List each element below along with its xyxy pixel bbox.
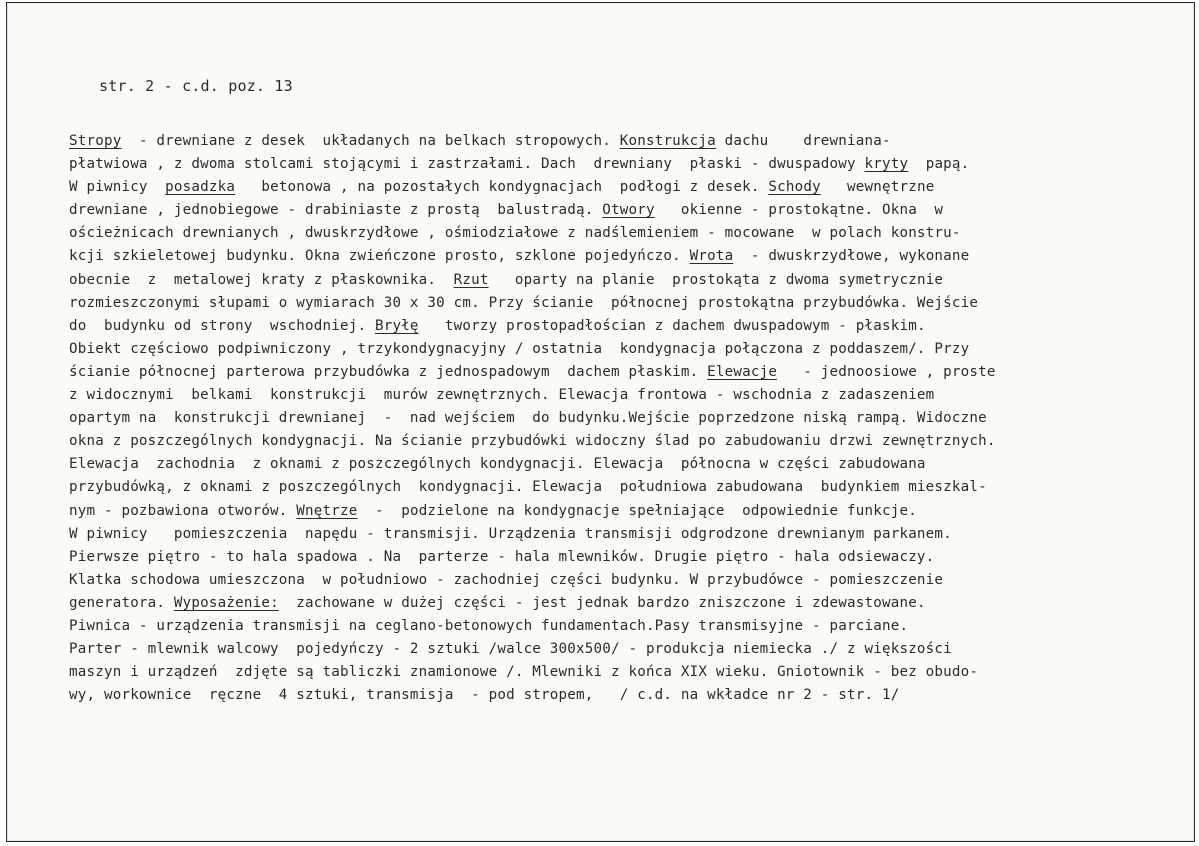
text-segment: ścianie północnej parterowa przybudówka z jednospadowym dachem płaskim. <box>69 363 708 380</box>
text-segment: maszyn i urządzeń zdjęte są tabliczki znamionowe /. Mlewniki z końca XIX wieku. Gniotownik - bez obudo- <box>69 664 979 681</box>
section-heading: kryty <box>864 156 909 173</box>
text-line <box>69 476 1189 499</box>
text-segment: Obiekt częściowo podpiwniczony , trzykondygnacyjny / ostatnia kondygnacja połączona z poddaszem/. Przy <box>69 340 970 357</box>
text-line <box>69 592 1189 615</box>
text-line <box>69 199 1189 222</box>
section-heading: posadzka <box>165 179 236 196</box>
section-heading: Rzut <box>453 271 489 288</box>
text-segment: przybudówką, z oknami z poszczególnych kondygnacji. Elewacja południowa zabudowana budynkiem mieszkal- <box>69 479 987 496</box>
text-line <box>69 500 1189 523</box>
text-line <box>69 430 1189 453</box>
text-segment: W piwnicy pomieszczenia napędu - transmisji. Urządzenia transmisji odgrodzone drewnianym parkanem. <box>69 525 952 542</box>
text-segment: ościeżnicach drewnianych , dwuskrzydłowe , ośmiodziałowe z nadślemieniem - mocowane w polach konstru- <box>69 225 961 242</box>
section-heading: Schody <box>768 179 821 196</box>
text-line <box>69 453 1189 476</box>
text-segment: kcji szkieletowej budynku. Okna zwieńczone prosto, szklone pojedyńczo. <box>69 248 690 265</box>
section-heading: Otwory <box>602 202 655 219</box>
section-heading: Wyposażenie: <box>173 594 279 611</box>
text-line <box>69 130 1189 153</box>
text-segment: - dwuskrzydłowe, wykonane <box>733 248 970 265</box>
document-body <box>69 130 1189 707</box>
text-segment: wy, workownice ręczne 4 sztuki, transmisja - pod stropem, / c.d. na wkładce nr 2 - str. 1/ <box>69 687 900 704</box>
text-segment: - podzielone na kondygnacje spełniające odpowiednie funkcje. <box>357 502 917 519</box>
text-segment: zachowane w dużej części - jest jednak bardzo zniszczone i zdewastowane. <box>278 594 926 611</box>
text-segment: Elewacja zachodnia z oknami z poszczególnych kondygnacji. Elewacja północna w części zabudowana <box>69 456 926 473</box>
text-line <box>69 315 1189 338</box>
text-segment: - drewniane z desek układanych na belkach stropowych. <box>121 133 620 149</box>
text-line <box>69 615 1189 638</box>
text-segment: W piwnicy <box>69 179 166 196</box>
text-segment: okna z poszczególnych kondygnacji. Na ścianie przybudówki widoczny ślad po zabudowaniu drzwi zewnętrznych. <box>69 433 996 450</box>
section-heading: Stropy <box>69 133 122 149</box>
text-segment: dachu drewniana- <box>715 133 891 149</box>
text-segment: obecnie z metalowej kraty z płaskownika. <box>69 271 454 288</box>
text-line <box>69 638 1189 661</box>
section-heading: Elewacje <box>707 363 778 380</box>
text-line <box>69 292 1189 315</box>
typewritten-page <box>6 2 1195 842</box>
text-segment: generatora. <box>69 594 174 611</box>
section-heading: Konstrukcja <box>619 133 716 149</box>
text-line <box>69 661 1189 684</box>
text-line <box>69 245 1189 268</box>
section-heading: Wrota <box>689 248 734 265</box>
text-segment: drewniane , jednobiegowe - drabiniaste z prostą balustradą. <box>69 202 603 219</box>
text-segment: okienne - prostokątne. Okna w <box>654 202 944 219</box>
text-line <box>69 338 1189 361</box>
text-segment: papą. <box>908 156 970 173</box>
text-segment: - jednoosiowe , proste <box>777 363 996 380</box>
text-line <box>69 361 1189 384</box>
text-segment: nym - pozbawiona otworów. <box>69 502 297 519</box>
text-segment: Piwnica - urządzenia transmisji na ceglano-betonowych fundamentach.Pasy transmisyjne - parciane. <box>69 617 909 634</box>
section-heading: Bryłę <box>374 317 419 334</box>
text-line <box>69 384 1189 407</box>
page-header: str. 2 - c.d. poz. 13 <box>99 77 293 95</box>
text-line <box>69 407 1189 430</box>
text-segment: wewnętrzne <box>820 179 935 196</box>
text-segment: rozmieszczonymi słupami o wymiarach 30 x 30 cm. Przy ścianie północnej prostokątna przybudówka. Wejście <box>69 294 979 311</box>
text-line <box>69 546 1189 569</box>
text-segment: płatwiowa , z dwoma stolcami stojącymi i zastrzałami. Dach drewniany płaski - dwuspadowy <box>69 156 865 173</box>
text-segment: tworzy prostopadłościan z dachem dwuspadowym - płaskim. <box>418 317 926 334</box>
section-heading: Wnętrze <box>296 502 358 519</box>
text-segment: betonowa , na pozostałych kondygnacjach podłogi z desek. <box>235 179 769 196</box>
text-segment: do budynku od strony wschodniej. <box>69 317 375 334</box>
text-line <box>69 269 1189 292</box>
text-line <box>69 153 1189 176</box>
text-segment: oparty na planie prostokąta z dwoma symetrycznie <box>488 271 944 288</box>
text-line <box>69 684 1189 707</box>
text-segment: Klatka schodowa umieszczona w południowo - zachodniej części budynku. W przybudówce - pomieszczenie <box>69 571 944 588</box>
text-segment: Parter - mlewnik walcowy pojedyńczy - 2 sztuki /walce 300x500/ - produkcja niemiecka ./ z większości <box>69 641 952 658</box>
text-line <box>69 523 1189 546</box>
text-segment: Pierwsze piętro - to hala spadowa . Na parterze - hala mlewników. Drugie piętro - hala odsiewaczy. <box>69 548 935 565</box>
text-line <box>69 569 1189 592</box>
text-line <box>69 222 1189 245</box>
text-line <box>69 176 1189 199</box>
text-segment: z widocznymi belkami konstrukcji murów zewnętrznych. Elewacja frontowa - wschodnia z zadaszeniem <box>69 387 935 404</box>
text-segment: opartym na konstrukcji drewnianej - nad wejściem do budynku.Wejście poprzedzone niską rampą. Widoczne <box>69 410 987 427</box>
